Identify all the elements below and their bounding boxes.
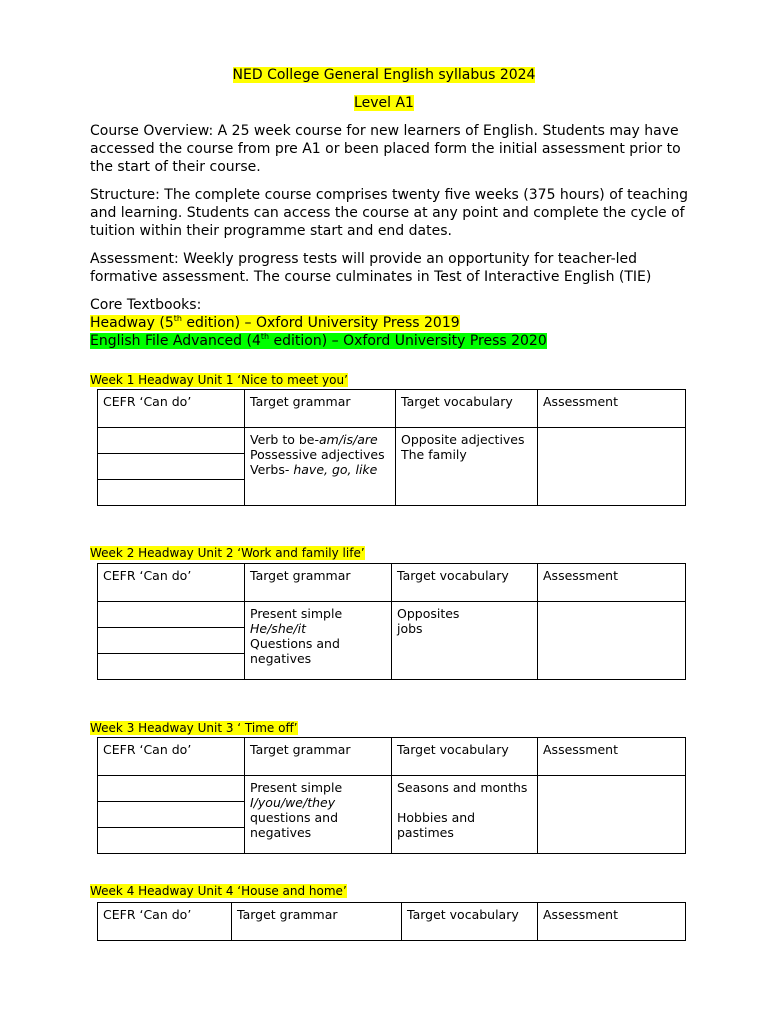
header-assessment: Assessment (538, 564, 686, 602)
vocabulary-line: Opposite adjectives (401, 432, 525, 447)
level-heading-text: Level A1 (354, 95, 414, 111)
grammar-line: Present simple (250, 780, 343, 795)
can-do-cell (98, 654, 245, 680)
header-vocabulary: Target vocabulary (392, 738, 538, 776)
can-do-cell (98, 628, 245, 654)
document-title (0, 66, 768, 84)
grammar-line: He/she/it (250, 621, 307, 636)
grammar-line: questions and (250, 810, 339, 825)
grammar-line: Verbs- have, go, like (250, 462, 378, 477)
vocabulary-line: Seasons and months (397, 780, 528, 795)
week-2-heading (90, 546, 365, 561)
grammar-line: I/you/we/they (250, 795, 336, 810)
week-1-heading-text: Week 1 Headway Unit 1 ‘Nice to meet you’ (90, 373, 348, 387)
week-4-heading (90, 884, 347, 899)
header-assessment: Assessment (538, 738, 686, 776)
vocabulary-line: jobs (397, 621, 423, 636)
table-header-row (98, 903, 686, 941)
document-title-text: NED College General English syllabus 2024 (232, 67, 536, 83)
structure-paragraph (90, 186, 690, 240)
header-assessment: Assessment (538, 390, 686, 428)
vocabulary-line: Hobbies and (397, 810, 476, 825)
header-vocabulary: Target vocabulary (402, 903, 538, 941)
table-header-row (98, 738, 686, 776)
week-3-heading-text: Week 3 Headway Unit 3 ‘ Time off’ (90, 721, 298, 735)
week-1-table (97, 389, 686, 506)
week-4-table (97, 902, 686, 941)
course-overview-paragraph (90, 122, 690, 176)
level-heading (0, 94, 768, 112)
table-header-row (98, 390, 686, 428)
vocabulary-cell (392, 776, 538, 854)
vocabulary-spacer (397, 795, 532, 810)
grammar-cell (245, 776, 392, 854)
textbook-english-file (90, 332, 690, 350)
table-row (98, 428, 686, 454)
assessment-paragraph (90, 250, 690, 286)
vocabulary-cell (392, 602, 538, 680)
assessment-cell (538, 428, 686, 506)
can-do-cell (98, 802, 245, 828)
header-can-do: CEFR ‘Can do’ (98, 738, 245, 776)
header-grammar: Target grammar (245, 564, 392, 602)
week-4-heading-text: Week 4 Headway Unit 4 ‘House and home’ (90, 884, 347, 898)
textbook-english-file-publisher: edition) – Oxford University Press 2020 (269, 333, 547, 349)
vocabulary-line: The family (401, 447, 467, 462)
grammar-line: Possessive adjectives (250, 447, 385, 462)
header-vocabulary: Target vocabulary (392, 564, 538, 602)
header-assessment: Assessment (538, 903, 686, 941)
table-row (98, 776, 686, 802)
core-textbooks-label: Core Textbooks: (90, 297, 202, 313)
textbook-headway-title: Headway (5 (90, 315, 174, 331)
can-do-cell (98, 776, 245, 802)
grammar-line: negatives (250, 651, 312, 666)
week-2-heading-text: Week 2 Headway Unit 2 ‘Work and family life’ (90, 546, 365, 560)
week-3-table (97, 737, 686, 854)
grammar-cell (245, 428, 396, 506)
vocabulary-line: pastimes (397, 825, 454, 840)
course-overview-text: Course Overview: A 25 week course for new learners of English. Students may have accessed the course from pre A1 or been placed form the initial assessment prior to the start of their course. (90, 123, 681, 175)
header-grammar: Target grammar (245, 390, 396, 428)
textbook-headway-publisher: edition) – Oxford University Press 2019 (181, 315, 460, 331)
can-do-cell (98, 428, 245, 454)
header-grammar: Target grammar (245, 738, 392, 776)
header-can-do: CEFR ‘Can do’ (98, 564, 245, 602)
assessment-cell (538, 776, 686, 854)
week-3-heading (90, 721, 298, 736)
grammar-line: Present simple (250, 606, 343, 621)
header-vocabulary: Target vocabulary (396, 390, 538, 428)
table-header-row (98, 564, 686, 602)
textbook-english-file-title: English File Advanced (4 (90, 333, 261, 349)
can-do-cell (98, 602, 245, 628)
textbook-headway-sup: th (173, 314, 182, 323)
textbook-english-file-sup: th (260, 332, 270, 341)
header-can-do: CEFR ‘Can do’ (98, 903, 232, 941)
vocabulary-line: Opposites (397, 606, 460, 621)
header-can-do: CEFR ‘Can do’ (98, 390, 245, 428)
header-grammar: Target grammar (232, 903, 402, 941)
vocabulary-cell (396, 428, 538, 506)
structure-text: Structure: The complete course comprises twenty five weeks (375 hours) of teaching and learning. Students can access the course at any point and complete the cycle of tuition within their programme start and end dates. (90, 187, 689, 239)
grammar-line: negatives (250, 825, 312, 840)
grammar-line: Questions and (250, 636, 340, 651)
can-do-cell (98, 480, 245, 506)
week-2-table (97, 563, 686, 680)
week-1-heading (90, 373, 348, 388)
assessment-cell (538, 602, 686, 680)
can-do-cell (98, 828, 245, 854)
grammar-cell (245, 602, 392, 680)
grammar-line: Verb to be-am/is/are (250, 432, 378, 447)
assessment-text: Assessment: Weekly progress tests will provide an opportunity for teacher-led formative assessment. The course culminates in Test of Interactive English (TIE) (90, 251, 652, 285)
can-do-cell (98, 454, 245, 480)
textbook-headway (90, 314, 690, 332)
core-textbooks-section (90, 296, 690, 350)
table-row (98, 602, 686, 628)
